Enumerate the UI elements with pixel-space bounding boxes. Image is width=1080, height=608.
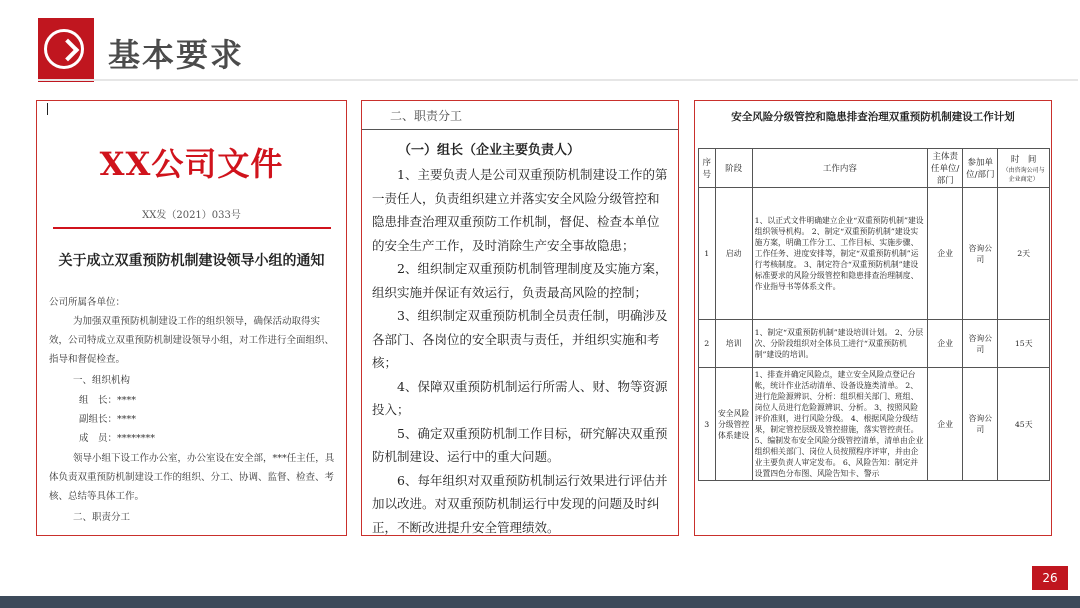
cell-content: 1、排查并确定风险点，建立安全风险点登记台帐，统计作业活动清单、设备设施类清单。 2、进行危险源辨识、分析：组织相关部门、班组、岗位人员进行危险源辨识、分析。 3、按照风险评价准则，进行风险分级。 4、根据风险分级结果，制定管控层级及管控措施，落实管控责任。 5、编制发布安全风险分级管控清单，清单由企业组织相关部门、岗位人员按照程序评审，并由企业主要负责人审定发布。 6、风险告知：制定并设置四色分布图、风险告知卡、警示 bbox=[752, 368, 928, 481]
duty-list bbox=[372, 163, 670, 536]
text-cursor bbox=[47, 103, 48, 115]
chevron-right-icon bbox=[44, 29, 84, 69]
cell-main-unit: 企业 bbox=[928, 368, 963, 481]
document-image-notice bbox=[36, 100, 347, 536]
header-main-unit: 主体责任单位/部门 bbox=[928, 149, 963, 188]
doc-paragraph: 领导小组下设工作办公室，办公室设在安全部，***任主任，具体负责双重预防机制建设工作的组织、分工、协调、监督、检查、考核、总结等具体工作。 bbox=[49, 453, 335, 502]
header-content: 工作内容 bbox=[752, 149, 928, 188]
duty-item: 4、保障双重预防机制运行所需人、财、物等资源投入； bbox=[372, 378, 668, 417]
cell-time: 15天 bbox=[998, 320, 1050, 368]
page-number-badge: 26 bbox=[1032, 566, 1068, 590]
header-time-label: 时 间 bbox=[1010, 155, 1037, 165]
cell-seq: 1 bbox=[699, 188, 716, 320]
subsection-title: （一）组长（企业主要负责人） bbox=[398, 143, 581, 158]
document-image-duties bbox=[361, 100, 679, 536]
header-time bbox=[998, 149, 1050, 188]
document-number: XX发（2021）033号 bbox=[142, 210, 241, 221]
footer-bar bbox=[0, 596, 1080, 608]
doc-heading: 二、职责分工 bbox=[73, 512, 131, 523]
red-rule bbox=[53, 227, 331, 229]
table-row bbox=[699, 320, 1050, 368]
duty-item: 2、组织制定双重预防机制管理制度及实施方案，组织实施并保证有效运行，负责最高风险的控制； bbox=[372, 261, 668, 300]
duty-item: 1、主要负责人是公司双重预防机制建设工作的第一责任人，负责组织建立并落实安全风险分级管控和隐患排查治理双重预防工作机制，督促、检查本单位的安全生产工作，及时消除生产安全事故隐患； bbox=[372, 167, 668, 253]
header-participant: 参加单位/部门 bbox=[963, 149, 998, 188]
plan-title: 安全风险分级管控和隐患排查治理双重预防机制建设工作计划 bbox=[731, 111, 1015, 123]
doc-line: 成 员：******** bbox=[79, 433, 156, 444]
cell-main-unit: 企业 bbox=[928, 188, 963, 320]
header-seq: 序号 bbox=[699, 149, 716, 188]
cell-participant: 咨询公司 bbox=[963, 188, 998, 320]
doc-line: 组 长：**** bbox=[79, 395, 137, 406]
cell-content: 1、制定“双重预防机制”建设培训计划。 2、分层次、分阶段组织对全体员工进行“双重预防机制”建设的培训。 bbox=[752, 320, 928, 368]
slide-header bbox=[0, 0, 1080, 100]
doc-line: 副组长：**** bbox=[79, 414, 137, 425]
duty-item: 5、确定双重预防机制工作目标，研究解决双重预防机制建设、运行中的重大问题。 bbox=[372, 425, 668, 464]
cell-seq: 2 bbox=[699, 320, 716, 368]
cell-content: 1、以正式文件明确建立企业“双重预防机制”建设组织领导机构。 2、制定“双重预防机制”建设实施方案，明确工作分工、工作目标、实施步骤、工作任务、进度安排等，制定“双重预防机制”运行考核制度。 3、制定符合“双重预防机制”建设标准要求的风险分级管控和隐患排查治理制度、作业指导书等体系文件。 bbox=[752, 188, 928, 320]
table-row bbox=[699, 368, 1050, 481]
document-header: XX公司文件 bbox=[99, 145, 284, 183]
cell-participant: 咨询公司 bbox=[963, 320, 998, 368]
cell-stage: 启动 bbox=[715, 188, 752, 320]
table-row bbox=[699, 188, 1050, 320]
doc-heading: 一、组织机构 bbox=[73, 375, 131, 386]
cell-seq: 3 bbox=[699, 368, 716, 481]
doc-line: 公司所属各单位： bbox=[49, 297, 126, 308]
title-marker bbox=[38, 18, 94, 82]
cell-time: 45天 bbox=[998, 368, 1050, 481]
duty-item: 3、组织制定双重预防机制全员责任制，明确涉及各部门、各岗位的安全职责与责任，并组织实施和考核； bbox=[372, 308, 668, 370]
doc-paragraph: 为加强双重预防机制建设工作的组织领导，确保活动取得实效，公司特成立双重预防机制建设领导小组，对工作进行全面组织、指导和督促检查。 bbox=[49, 316, 335, 365]
header-stage: 阶段 bbox=[715, 149, 752, 188]
table-header-row bbox=[699, 149, 1050, 188]
header-divider bbox=[38, 79, 1078, 81]
cell-time: 2天 bbox=[998, 188, 1050, 320]
cell-participant: 咨询公司 bbox=[963, 368, 998, 481]
section-rule bbox=[362, 129, 678, 130]
document-image-plan bbox=[694, 100, 1052, 536]
header-time-note: （由咨询公司与企业商定） bbox=[1002, 167, 1045, 183]
cell-stage: 培训 bbox=[715, 320, 752, 368]
cell-main-unit: 企业 bbox=[928, 320, 963, 368]
cell-stage: 安全风险分级管控体系建设 bbox=[715, 368, 752, 481]
plan-table bbox=[698, 148, 1050, 481]
duty-item: 6、每年组织对双重预防机制运行效果进行评估并加以改进。对双重预防机制运行中发现的问题及时纠正，不断改进提升安全管理绩效。 bbox=[372, 472, 668, 535]
document-subject: 关于成立双重预防机制建设领导小组的通知 bbox=[58, 253, 325, 269]
section-title: 二、职责分工 bbox=[390, 109, 463, 123]
page-title: 基本要求 bbox=[108, 36, 245, 74]
